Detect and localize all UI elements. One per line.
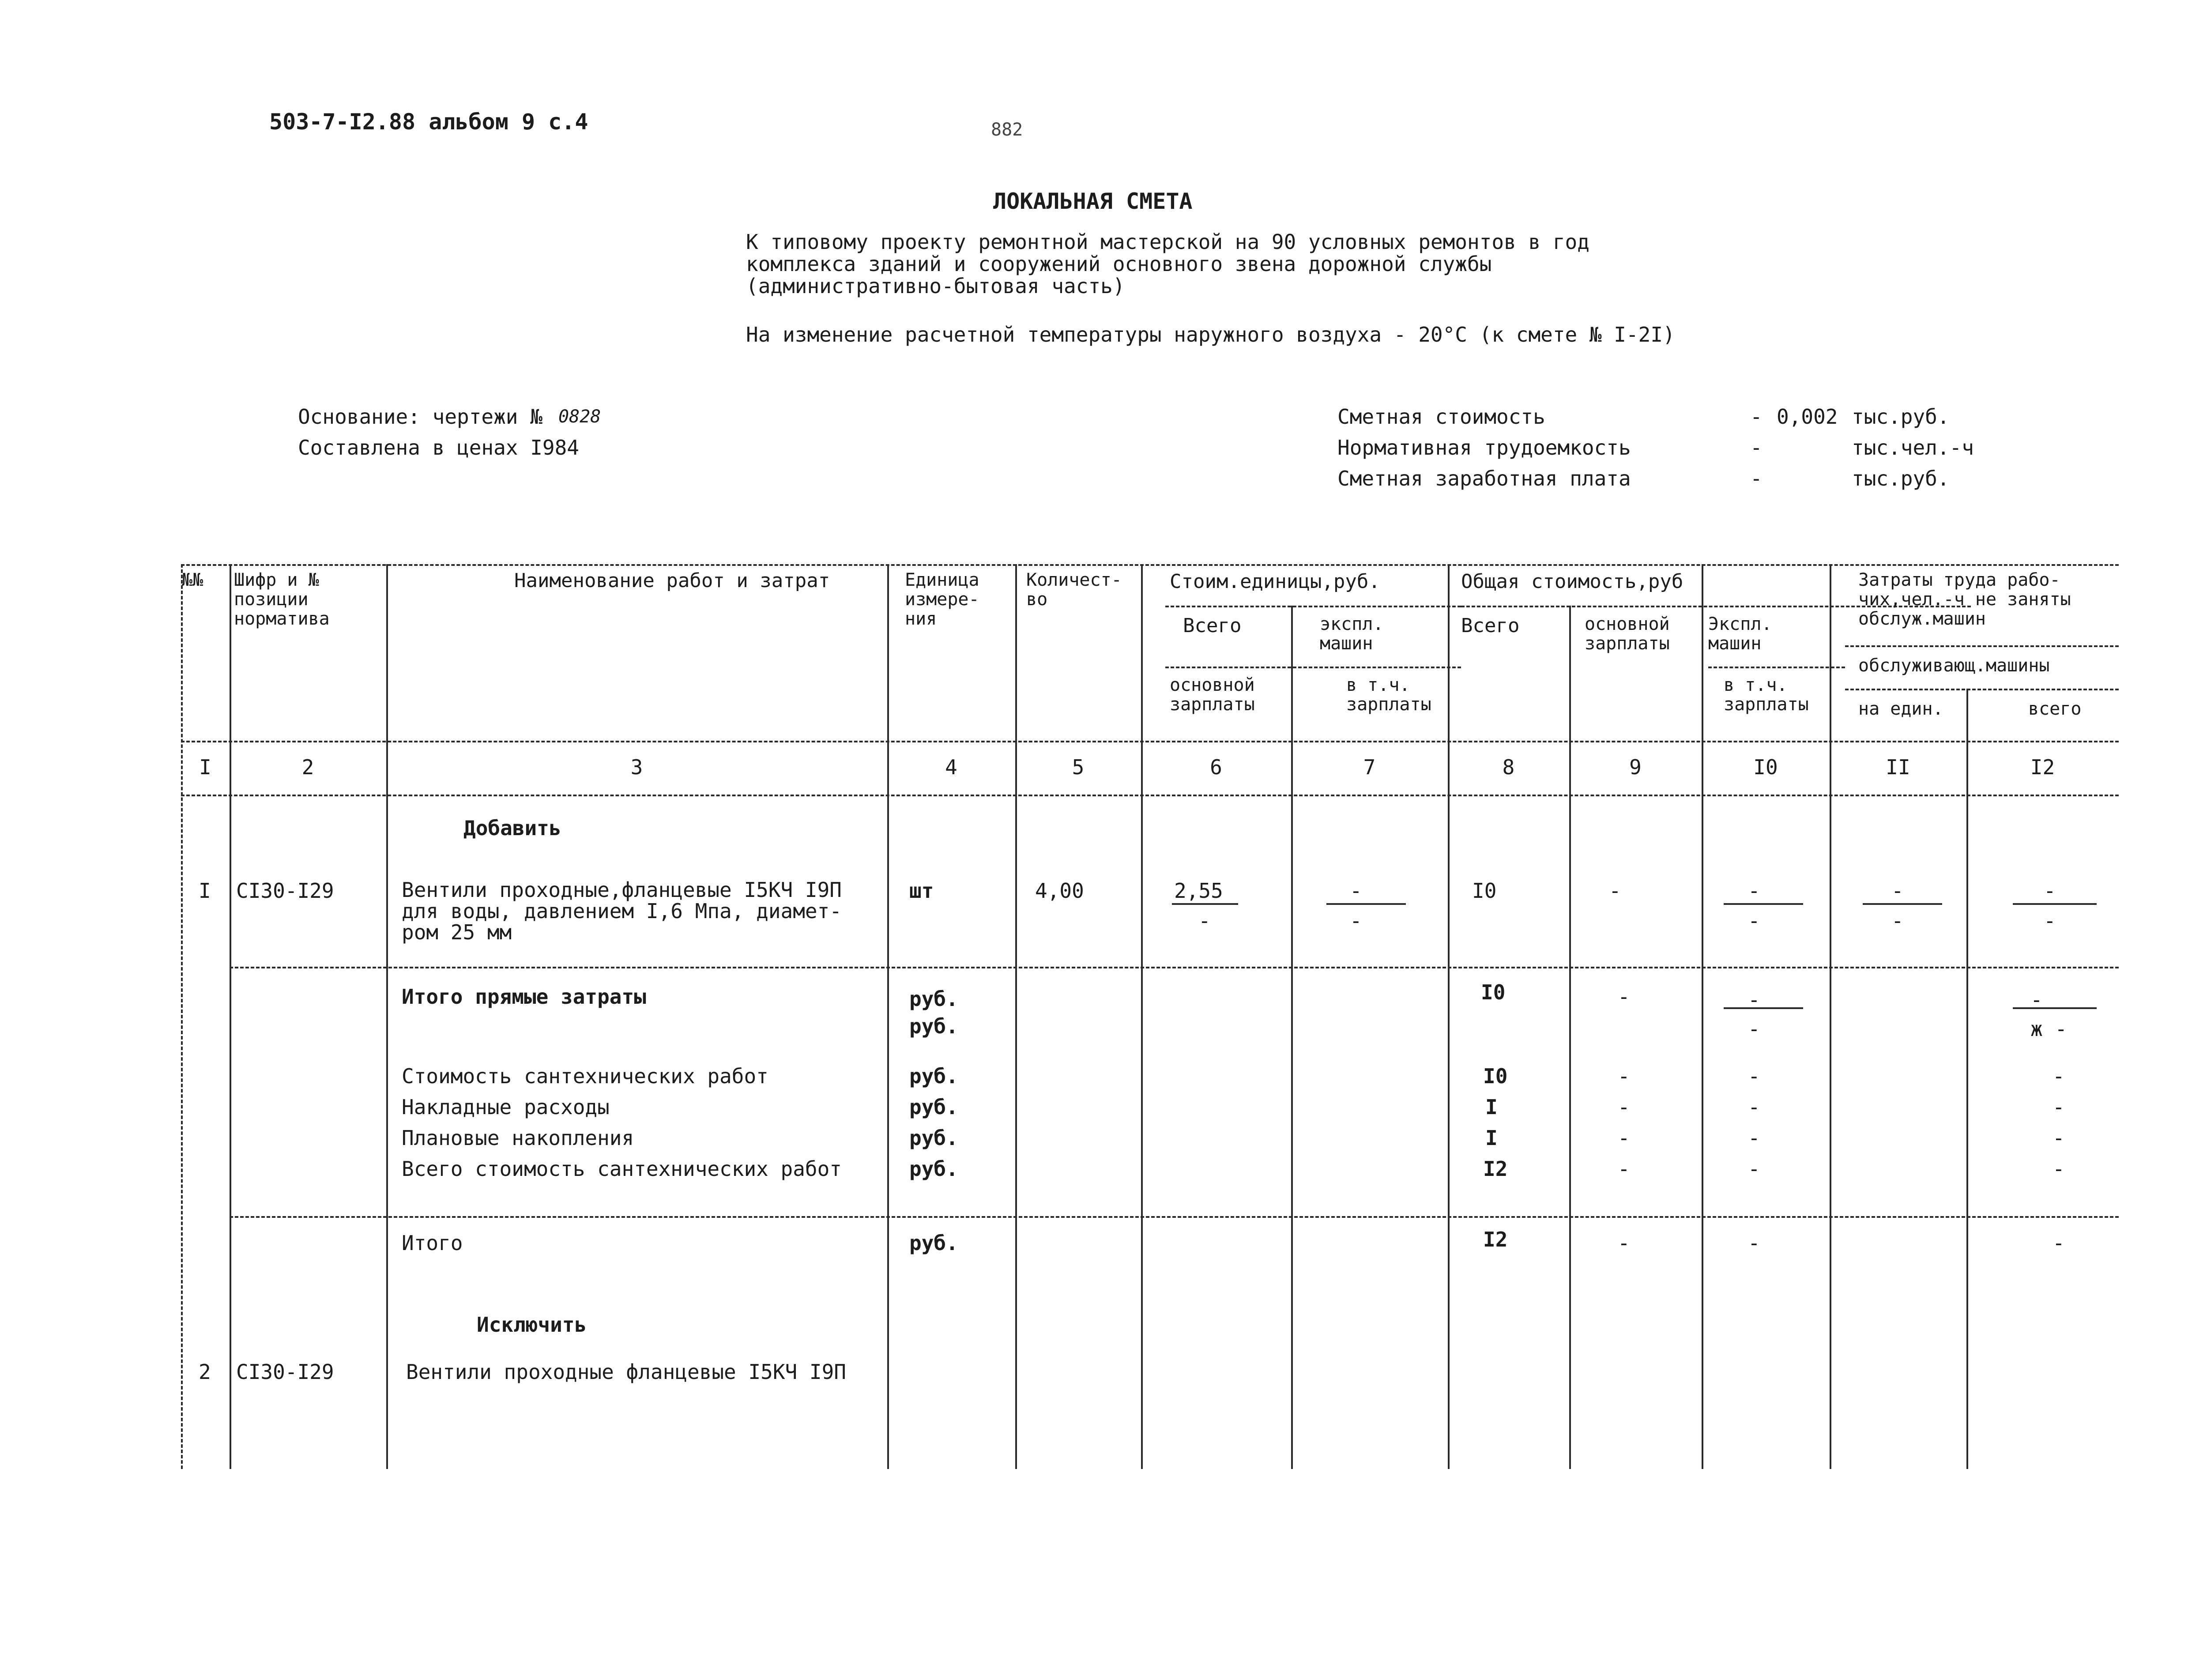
col-number-5: 5 <box>1072 755 1085 779</box>
header-number: №№ <box>182 570 203 590</box>
itogo-machines: - <box>1748 1231 1760 1255</box>
col-divider-1 <box>230 564 231 1469</box>
row2-code: CI30-I29 <box>236 1360 334 1384</box>
basis-drawings-number: 0828 <box>558 407 601 427</box>
totals-sanitary-total-total: I2 <box>1483 1157 1508 1181</box>
itogo-labor: - <box>2053 1231 2065 1255</box>
col-number-9: 9 <box>1629 755 1642 779</box>
totals-direct-costs-wage: - <box>1618 985 1630 1009</box>
subtitle-line-1: К типовому проекту ремонтной мастерской на 90 условных ремонтов в год <box>746 230 1589 254</box>
totals-overhead-name: Накладные расходы <box>402 1095 610 1119</box>
col-divider-4 <box>1015 564 1017 1469</box>
itogo-total: I2 <box>1483 1228 1508 1251</box>
header-total-machines-wage: в т.ч. зарплаты <box>1724 675 1809 715</box>
header-code: Шифр и № позиции норматива <box>234 570 330 629</box>
table-left-border <box>181 564 183 1469</box>
page-number: 882 <box>991 120 1023 140</box>
totals-planned-savings-unit: руб. <box>909 1126 958 1150</box>
col-number-3: 3 <box>630 755 643 779</box>
totals-sanitary-total-name: Всего стоимость сантехнических работ <box>402 1157 842 1181</box>
totals-sanitary-cost-name: Стоимость сантехнических работ <box>402 1064 768 1088</box>
header-total-all: Всего <box>1461 614 1520 637</box>
totals-sanitary-cost-total: I0 <box>1483 1064 1508 1088</box>
row1-unit-machines-underline <box>1326 903 1406 905</box>
row2-name: Вентили проходные фланцевые I5КЧ I9П <box>406 1360 846 1384</box>
totals-planned-savings-wage: - <box>1618 1126 1630 1150</box>
summary-cost-value: 0,002 <box>1777 405 1838 429</box>
row1-unit-machines: - <box>1350 879 1362 903</box>
row1-unit: шт <box>909 879 934 903</box>
totals-sanitary-total-wage: - <box>1618 1157 1630 1181</box>
col-divider-7 <box>1448 564 1450 1469</box>
row1-unit-total-underline <box>1172 903 1238 905</box>
section-add-heading: Добавить <box>463 816 561 840</box>
itogo-name: Итого <box>402 1231 463 1255</box>
section-exclude-heading: Исключить <box>477 1313 587 1337</box>
row1-unit-total: 2,55 <box>1174 879 1223 903</box>
summary-cost-label: Сметная стоимость <box>1337 405 1545 429</box>
summary-wage-unit: тыс.руб. <box>1852 467 1950 490</box>
row1-labor-unit-sub: - <box>1891 909 1904 933</box>
basis-drawings-label: Основание: чертежи № <box>298 405 542 429</box>
row1-unit-total-sub: - <box>1198 909 1211 933</box>
number-row-rule <box>181 795 2119 796</box>
header-quantity: Количест- во <box>1026 570 1122 610</box>
col-number-8: 8 <box>1502 755 1515 779</box>
header-unit-total: Всего <box>1183 614 1242 637</box>
col-number-11: II <box>1886 755 1910 779</box>
unit-cost-sub-rule <box>1165 667 1461 668</box>
col-divider-2 <box>386 564 388 1469</box>
header-total-machines: Экспл. машин <box>1708 614 1772 654</box>
col-divider-5 <box>1141 564 1143 1469</box>
totals-sanitary-total-machines: - <box>1748 1157 1760 1181</box>
col-number-10: I0 <box>1753 755 1778 779</box>
totals-bottom-rule <box>230 1216 2119 1218</box>
header-total-wage: основной зарплаты <box>1585 614 1670 654</box>
row1-total-all: I0 <box>1472 879 1497 903</box>
header-labor-service: обслуживающ.машины <box>1858 655 2050 676</box>
summary-wage-label: Сметная заработная плата <box>1337 467 1631 490</box>
totals-sanitary-cost-labor: - <box>2053 1064 2065 1088</box>
basis-prices-label: Составлена в ценах I984 <box>298 436 579 460</box>
header-labor-per-unit: на един. <box>1858 699 1943 719</box>
header-bottom-rule <box>181 741 2119 742</box>
totals-sanitary-total-labor: - <box>2053 1157 2065 1181</box>
unit-cost-rule <box>1165 606 1461 607</box>
subtitle-line-3: (административно-бытовая часть) <box>746 274 1125 298</box>
itogo-wage: - <box>1618 1231 1630 1255</box>
summary-cost-unit: тыс.руб. <box>1852 405 1950 429</box>
summary-cost-dash: - <box>1750 405 1763 429</box>
itogo-unit: руб. <box>909 1231 958 1255</box>
document-reference: 503-7-I2.88 альбом 9 с.4 <box>269 109 588 135</box>
totals-sanitary-cost-wage: - <box>1618 1064 1630 1088</box>
totals-planned-savings-name: Плановые накопления <box>402 1126 634 1150</box>
col-divider-9 <box>1702 564 1703 1469</box>
row1-labor-total-sub: - <box>2044 909 2056 933</box>
summary-labor-unit: тыс.чел.-ч <box>1852 436 1974 460</box>
labor-rule <box>1845 645 2119 647</box>
machines-sub-rule <box>1708 667 1845 668</box>
totals-direct-costs-machines-underline <box>1724 1007 1803 1009</box>
summary-wage-dash: - <box>1750 467 1763 490</box>
table-top-rule <box>181 564 2119 566</box>
change-note: На изменение расчетной температуры наружного воздуха - 20°С (к смете № I-2I) <box>746 323 1675 347</box>
header-name: Наименование работ и затрат <box>514 569 830 592</box>
totals-planned-savings-total: I <box>1485 1126 1498 1150</box>
totals-planned-savings-labor: - <box>2053 1126 2065 1150</box>
header-unit-wage: основной зарплаты <box>1170 675 1255 715</box>
subtitle-line-2: комплекса зданий и сооружений основного звена дорожной службы <box>746 252 1492 276</box>
totals-overhead-machines: - <box>1748 1095 1760 1119</box>
totals-direct-costs-labor: - ж - <box>2030 988 2068 1041</box>
col-number-7: 7 <box>1363 755 1376 779</box>
col-number-4: 4 <box>945 755 957 779</box>
document-title: ЛОКАЛЬНАЯ СМЕТА <box>993 188 1193 214</box>
row1-total-machines-underline <box>1724 903 1803 905</box>
header-unit: Единица измере- ния <box>905 570 979 629</box>
summary-labor-label: Нормативная трудоемкость <box>1337 436 1631 460</box>
header-unit-machines: экспл. машин <box>1320 614 1384 654</box>
totals-overhead-unit: руб. <box>909 1095 958 1119</box>
col-divider-3 <box>887 564 889 1469</box>
totals-planned-savings-machines: - <box>1748 1126 1760 1150</box>
row1-total-wage: - <box>1609 879 1621 903</box>
row1-labor-unit: - <box>1891 879 1904 903</box>
col-number-12: I2 <box>2030 755 2055 779</box>
header-labor-total: всего <box>2028 699 2082 719</box>
row1-total-machines-sub: - <box>1748 909 1760 933</box>
row1-labor-total-underline <box>2013 903 2097 905</box>
col-divider-11 <box>1966 689 1968 1469</box>
col-number-6: 6 <box>1210 755 1222 779</box>
row1-labor-unit-underline <box>1863 903 1942 905</box>
col-divider-8 <box>1569 606 1571 1469</box>
totals-overhead-labor: - <box>2053 1095 2065 1119</box>
header-unit-machines-wage: в т.ч. зарплаты <box>1346 675 1431 715</box>
row1-labor-total: - <box>2044 879 2056 903</box>
totals-direct-costs-total: I0 <box>1481 980 1506 1004</box>
totals-direct-costs-name: Итого прямые затраты <box>402 985 646 1009</box>
labor-sub-rule <box>1845 689 2119 690</box>
col-number-2: 2 <box>301 755 314 779</box>
totals-sanitary-cost-unit: руб. <box>909 1064 958 1088</box>
totals-overhead-wage: - <box>1618 1095 1630 1119</box>
row1-code: CI30-I29 <box>236 879 334 903</box>
summary-labor-dash: - <box>1750 436 1763 460</box>
col-divider-10 <box>1830 564 1831 1469</box>
row1-total-machines: - <box>1748 879 1760 903</box>
row1-unit-machines-sub: - <box>1350 909 1362 933</box>
totals-direct-costs-unit: руб. руб. <box>909 987 958 1038</box>
header-labor: Затраты труда рабо- чих,чел.-ч не заняты обслуж.машин <box>1858 570 2071 629</box>
col-number-1: I <box>199 755 211 779</box>
col-divider-6 <box>1291 606 1293 1469</box>
row1-bottom-rule <box>230 967 2119 968</box>
row2-number: 2 <box>199 1360 211 1384</box>
header-total-cost: Общая стоимость,руб <box>1461 570 1683 593</box>
row1-number: I <box>199 879 211 903</box>
totals-direct-costs-machines: - - <box>1748 988 1760 1041</box>
row1-name: Вентили проходные,фланцевые I5КЧ I9П для воды, давлением I,6 Мпа, диамет- ром 25 мм <box>402 878 842 944</box>
totals-sanitary-cost-machines: - <box>1748 1064 1760 1088</box>
totals-overhead-total: I <box>1485 1095 1498 1119</box>
header-unit-cost: Стоим.единицы,руб. <box>1170 570 1380 593</box>
row1-quantity: 4,00 <box>1035 879 1084 903</box>
totals-direct-costs-labor-underline <box>2013 1007 2097 1009</box>
totals-sanitary-total-unit: руб. <box>909 1157 958 1181</box>
